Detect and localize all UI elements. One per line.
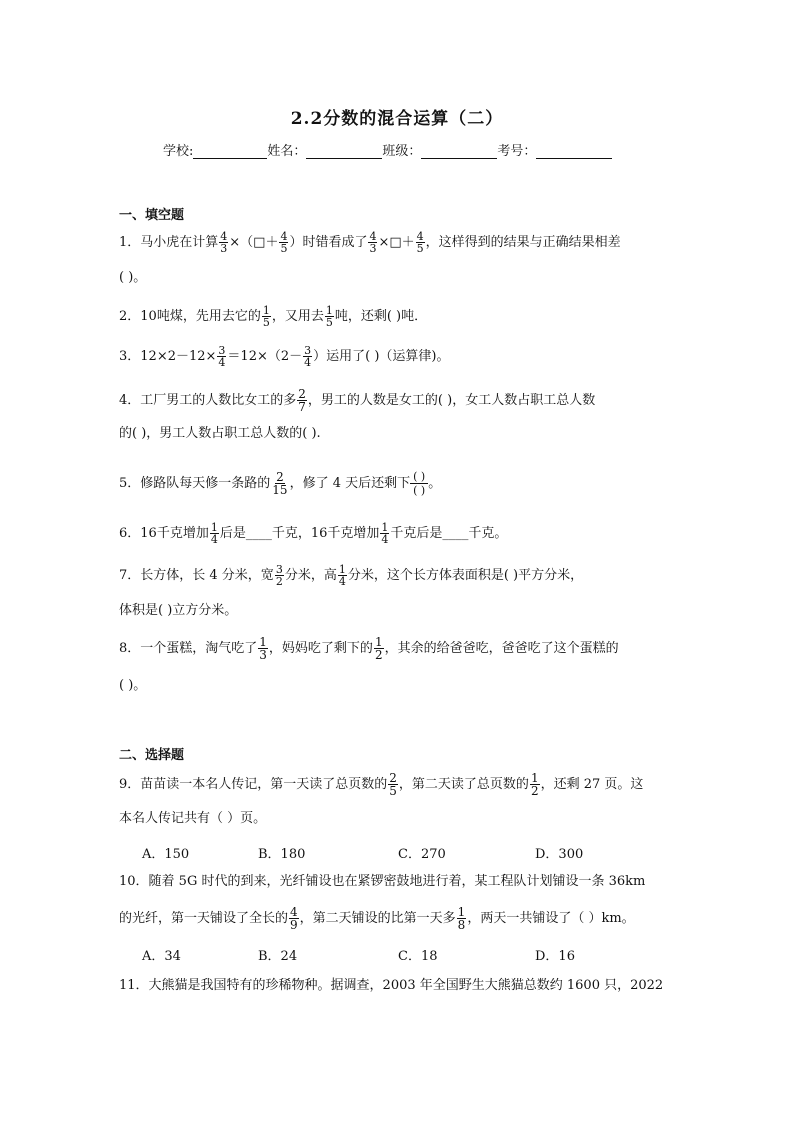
student-info-row <box>163 140 612 159</box>
q5-fraction-1: $\frac{2}{15}$ <box>272 470 288 497</box>
q9-option-a[interactable]: A．150 <box>142 847 190 862</box>
q9-text-c: ，还剩 27 页。这 <box>540 777 644 792</box>
q3-text: 3．12×2－12× <box>119 349 217 364</box>
q4-text-b: ，男工的人数是女工的( )，女工人数占职工总人数 <box>307 393 596 408</box>
q1-text: 1．马小虎在计算 <box>119 235 219 250</box>
q1-fraction-3: $\frac{4}{3}$ <box>369 230 377 255</box>
q6-text-c: 千克后是____千克。 <box>390 526 508 541</box>
question-4 <box>119 388 595 413</box>
q7-answer-line[interactable]: 体积是( )立方分米。 <box>119 603 238 618</box>
question-5 <box>119 470 441 497</box>
q9-fraction-1: $\frac{2}{5}$ <box>389 771 397 798</box>
school-blank[interactable] <box>193 144 267 159</box>
question-8 <box>119 636 619 661</box>
q1-text-e: ，这样得到的结果与正确结果相差 <box>425 235 621 250</box>
q9-line-2: 本名人传记共有（ ）页。 <box>119 811 267 826</box>
q3-text-b: ＝12×（2－ <box>227 349 303 364</box>
class-label: 班级： <box>382 144 422 159</box>
q5-text: 5．修路队每天修一条路的 <box>119 476 271 491</box>
q8-text-b: ，妈妈吃了剩下的 <box>268 641 373 656</box>
q6-text: 6．16千克增加 <box>119 526 209 541</box>
question-9 <box>119 772 643 797</box>
question-7 <box>119 564 583 587</box>
q9-text: 9．苗苗读一本名人传记，第一天读了总页数的 <box>119 777 388 792</box>
q10-text-b: 的光纤，第一天铺设了全长的 <box>119 911 289 926</box>
q6-fraction-2: $\frac{1}{4}$ <box>381 521 389 546</box>
q6-text-b: 后是____千克，16千克增加 <box>219 526 380 541</box>
q2-fraction-2: $\frac{1}{5}$ <box>325 304 333 329</box>
q2-text-c: 吨，还剩( )吨． <box>334 309 428 324</box>
section-fill-heading: 一、填空题 <box>119 208 185 223</box>
q2-text: 2．10吨煤，先用去它的 <box>119 309 261 324</box>
q1-text-d: ×□＋ <box>378 235 415 250</box>
question-3 <box>119 345 450 368</box>
q3-fraction-2: $\frac{3}{4}$ <box>304 344 312 369</box>
q10-text-c: ，第二天铺设的比第一天多 <box>299 911 456 926</box>
q2-fraction-1: $\frac{1}{5}$ <box>262 304 270 329</box>
q7-fraction-2: $\frac{1}{4}$ <box>338 563 346 588</box>
q8-fraction-2: $\frac{1}{2}$ <box>374 635 383 662</box>
q8-text-c: ，其余的给爸爸吃，爸爸吃了这个蛋糕的 <box>384 641 619 656</box>
q7-text-c: 分米，这个长方体表面积是( )平方分米， <box>347 568 584 583</box>
q7-text-b: 分米，高 <box>284 568 337 583</box>
q9-option-c[interactable]: C．270 <box>398 847 446 862</box>
class-blank[interactable] <box>421 144 497 159</box>
q10-fraction-2: $\frac{1}{8}$ <box>457 905 466 932</box>
q7-fraction-1: $\frac{3}{2}$ <box>275 563 283 588</box>
q9-text-b: ，第二天读了总页数的 <box>398 777 529 792</box>
question-2 <box>119 305 427 328</box>
q3-text-c: ）运用了( )（运算律)。 <box>313 349 450 364</box>
q1-fraction-4: $\frac{4}{5}$ <box>416 230 424 255</box>
school-label: 学校: <box>163 144 194 159</box>
q10-option-c[interactable]: C．18 <box>398 949 438 964</box>
q10-option-d[interactable]: D．16 <box>535 949 575 964</box>
question-10: 10．随着 5G 时代的到来，光纤铺设也在紧锣密鼓地进行着，某工程队计划铺设一条 36km <box>119 874 646 889</box>
q10-text-d: ，两天一共铺设了（ ）km。 <box>467 911 635 926</box>
q8-answer-line[interactable]: ( )。 <box>119 678 147 693</box>
q10-line-2 <box>119 906 635 931</box>
q10-option-b[interactable]: B．24 <box>258 949 298 964</box>
q8-text: 8．一个蛋糕，淘气吃了 <box>119 641 258 656</box>
q10-option-a[interactable]: A．34 <box>142 949 181 964</box>
question-1 <box>119 231 621 254</box>
q4-fraction-1: $\frac{2}{7}$ <box>298 387 306 414</box>
q5-answer-fraction[interactable]: ( ) ( ) <box>410 470 428 497</box>
q2-text-b: ，又用去 <box>271 309 324 324</box>
q8-fraction-1: $\frac{1}{3}$ <box>259 635 267 662</box>
q1-answer-line[interactable]: ( )。 <box>119 270 147 285</box>
question-6 <box>119 522 507 545</box>
q4-answer-line[interactable]: 的( )，男工人数占职工总人数的( ). <box>119 426 321 441</box>
q3-fraction-1: $\frac{3}{4}$ <box>218 344 226 369</box>
q1-fraction-1: $\frac{4}{3}$ <box>220 230 228 255</box>
q6-fraction-1: $\frac{1}{4}$ <box>210 521 218 546</box>
q9-option-d[interactable]: D．300 <box>535 847 584 862</box>
q5-text-b: ，修了 4 天后还剩下 <box>289 476 411 491</box>
name-blank[interactable] <box>306 144 382 159</box>
q4-text: 4．工厂男工的人数比女工的多 <box>119 393 297 408</box>
page-title: 2.2分数的混合运算（二） <box>290 109 504 129</box>
q9-fraction-2: $\frac{1}{2}$ <box>530 771 539 798</box>
q9-option-b[interactable]: B．180 <box>258 847 306 862</box>
q5-text-c: 。 <box>428 476 442 491</box>
q10-fraction-1: $\frac{4}{9}$ <box>290 905 298 932</box>
q1-text-c: ）时错看成了 <box>289 235 368 250</box>
q1-text-b: ×（□＋ <box>229 235 279 250</box>
section-choice-heading: 二、选择题 <box>119 748 185 763</box>
q1-fraction-2: $\frac{4}{5}$ <box>280 230 288 255</box>
q7-text: 7．长方体，长 4 分米，宽 <box>119 568 274 583</box>
question-11: 11．大熊猫是我国特有的珍稀物种。据调查，2003 年全国野生大熊猫总数约 1600 只，2022 <box>119 978 664 993</box>
exam-no-blank[interactable] <box>536 144 612 159</box>
exam-no-label: 考号： <box>497 144 537 159</box>
name-label: 姓名： <box>267 144 307 159</box>
